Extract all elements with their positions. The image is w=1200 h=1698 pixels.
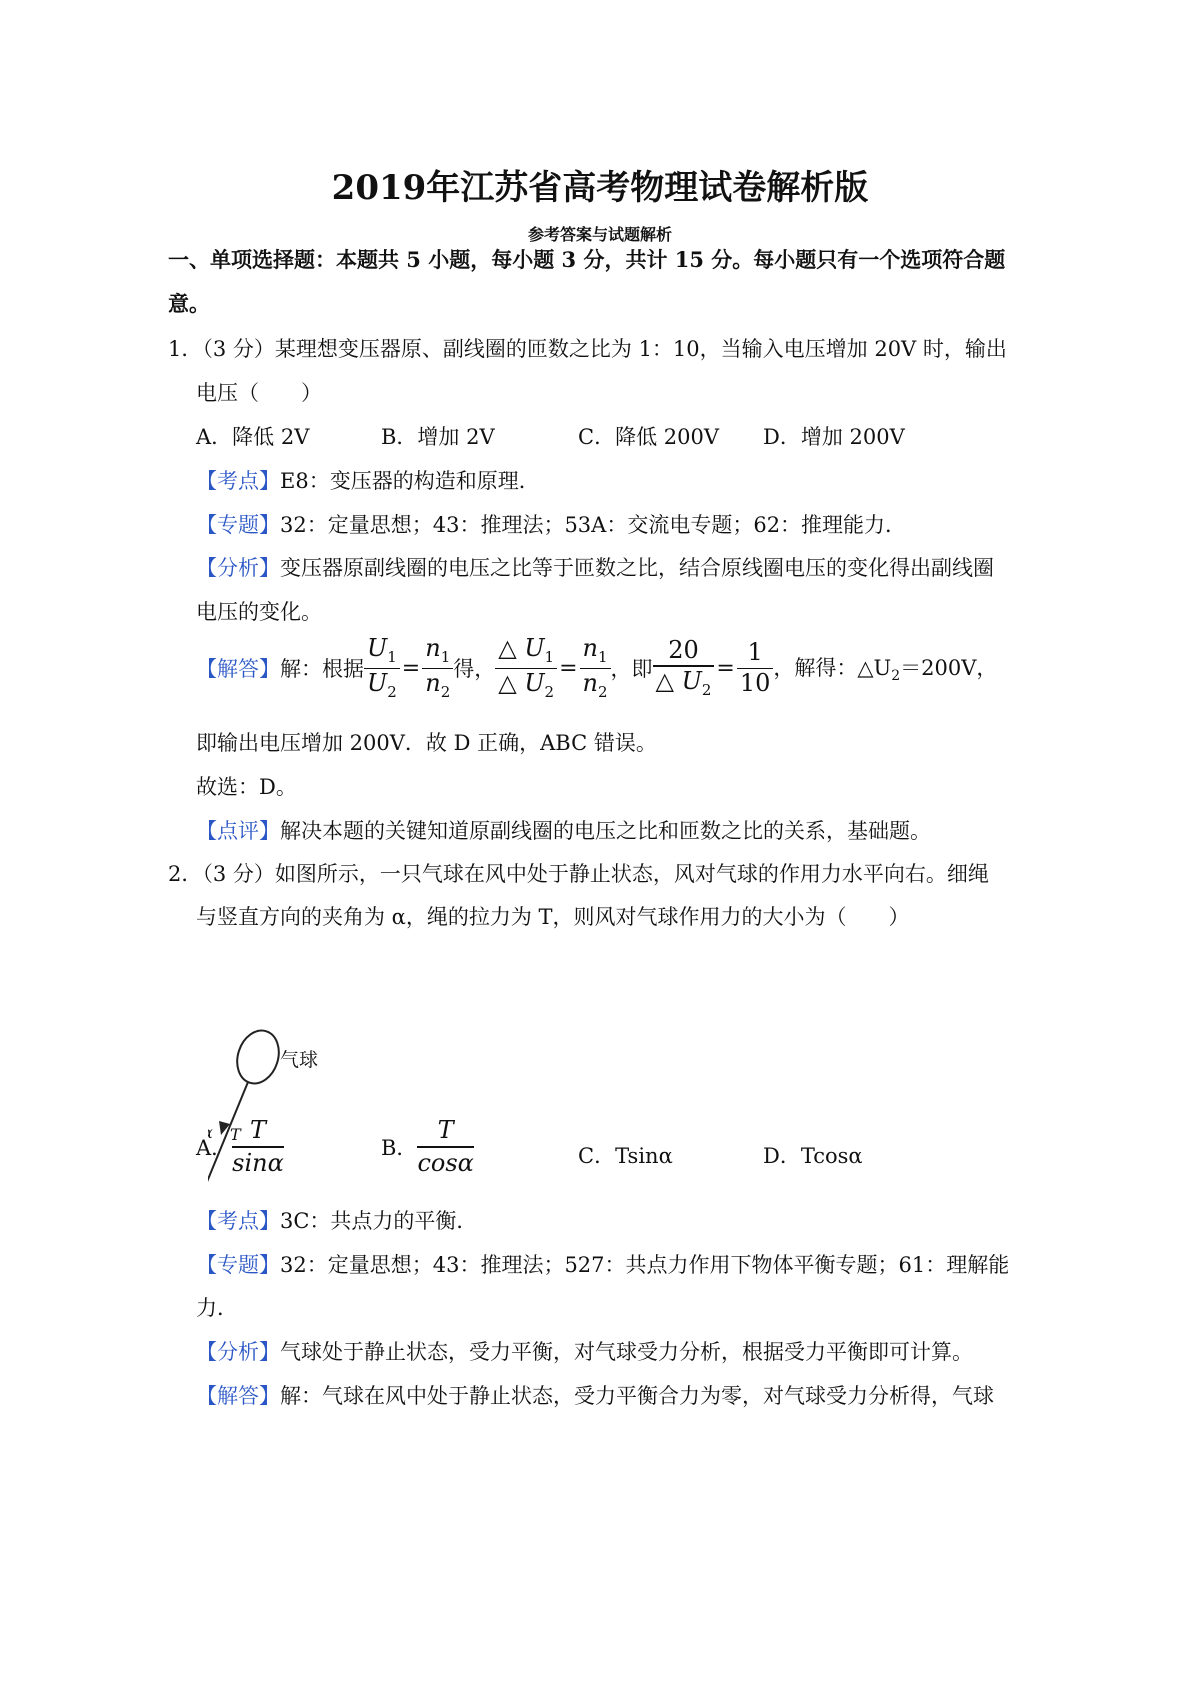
q2-zhuanti: [196, 1249, 1009, 1279]
section-heading: 一、单项选择题：本题共 5 小题，每小题 3 分，共计 15 分。每小题只有一个选项符合题: [168, 247, 1006, 272]
q2-option-b: [381, 1118, 474, 1176]
option-a-fraction: T sinα: [232, 1116, 284, 1177]
q1-stem-cont: 电压（ ）: [196, 381, 322, 405]
fenxi-tag: 【分析】: [196, 556, 280, 580]
equals-sign: =: [559, 655, 578, 681]
fenxi-text: 气球处于静止状态，受力平衡，对气球受力分析，根据受力平衡即可计算。: [280, 1340, 973, 1364]
jieda-prefix: 解：根据: [280, 657, 364, 682]
q1-option-d: D．增加 200V: [763, 425, 905, 449]
page-subtitle: 参考答案与试题解析: [527, 225, 672, 244]
q2-kaodian: [196, 1205, 477, 1235]
kaodian-tag: 【考点】: [196, 469, 280, 493]
q1-zhuanti: [196, 509, 906, 539]
q2-jieda: [196, 1380, 994, 1410]
jieda-text: 解：气球在风中处于静止状态，受力平衡合力为零，对气球受力分析得，气球: [280, 1384, 994, 1408]
q1-fenxi-cont: 电压的变化。: [196, 600, 322, 624]
jieda-de: 得，: [453, 657, 496, 682]
q2-stem-cont: 与竖直方向的夹角为 α，绳的拉力为 T，则风对气球作用力的大小为（ ）: [196, 905, 910, 929]
kaodian-text: E8：变压器的构造和原理．: [280, 469, 540, 493]
zhuanti-text: 32：定量思想；43：推理法；527：共点力作用下物体平衡专题；61：理解能: [280, 1253, 1010, 1277]
equals-sign: =: [401, 655, 421, 681]
q1-stem: 1．（3 分）某理想变压器原、副线圈的匝数之比为 1：10，当输入电压增加 20V 时，输出: [168, 337, 1007, 361]
zhuanti-text: 32：定量思想；43：推理法；53A：交流电专题；62：推理能力．: [280, 513, 907, 537]
q1-option-c: C．降低 200V: [578, 425, 719, 449]
q1-dianping: [196, 815, 931, 845]
q2-option-c: C．Tsinα: [578, 1144, 673, 1168]
jieda-result: ，解得：$\triangle U_2=200V$，: [773, 656, 998, 685]
q2-zhuanti-cont: 力．: [196, 1296, 238, 1320]
fraction-1-10: $\frac{1}{10}$: [737, 640, 774, 696]
fenxi-text: 变压器原副线圈的电压之比等于匝数之比，结合原线圈电压的变化得出副线圈: [280, 556, 994, 580]
q2-option-a: [196, 1118, 284, 1176]
balloon-shape: [231, 1025, 286, 1089]
q1-kaodian: [196, 465, 540, 495]
tension-label: T: [230, 1125, 241, 1144]
option-b-fraction: T cosα: [417, 1116, 474, 1177]
balloon-label: 气球: [280, 1050, 319, 1071]
q1-jieda: [196, 636, 997, 701]
page-title: 2019年江苏省高考物理试卷解析版: [331, 168, 869, 208]
q1-option-b: B．增加 2V: [381, 425, 495, 449]
dianping-text: 解决本题的关键知道原副线圈的电压之比和匝数之比的关系，基础题。: [280, 819, 931, 843]
q1-jieda-cont: 即输出电压增加 200V．故 D 正确，ABC 错误。: [196, 731, 657, 755]
option-a-label: A．: [196, 1135, 233, 1160]
jieda-tag: 【解答】: [196, 657, 280, 682]
q1-fenxi: [196, 552, 994, 582]
q2-option-d: D．Tcosα: [763, 1144, 863, 1168]
fraction-u1-u2: $\frac{U_1}{U_2}$: [364, 636, 400, 701]
q1-answer: 故选：D。: [196, 775, 297, 799]
balloon-diagram: [208, 1018, 378, 1208]
option-b-label: B．: [381, 1135, 418, 1160]
fraction-du1-du2: $\frac{\triangle U_1}{\triangle U_2}$: [495, 636, 557, 701]
fenxi-tag: 【分析】: [196, 1340, 280, 1364]
q2-stem: 2．（3 分）如图所示，一只气球在风中处于静止状态，风对气球的作用力水平向右。细绳: [168, 862, 989, 886]
section-heading-cont: 意。: [168, 291, 210, 316]
q1-option-a: A．降低 2V: [196, 425, 310, 449]
fraction-20-du2: $\frac{20}{\triangle U_2}$: [653, 638, 715, 698]
dianping-tag: 【点评】: [196, 819, 280, 843]
balloon-figure: [208, 1018, 378, 1208]
fraction-n1-n2-b: $\frac{n_1}{n_2}$: [580, 636, 611, 701]
kaodian-text: 3C：共点力的平衡．: [280, 1209, 478, 1233]
jieda-tag: 【解答】: [196, 1384, 280, 1408]
fraction-n1-n2: $\frac{n_1}{n_2}$: [422, 636, 453, 701]
jieda-ji: ，即: [610, 657, 653, 682]
zhuanti-tag: 【专题】: [196, 513, 280, 537]
q2-fenxi: [196, 1336, 973, 1366]
kaodian-tag: 【考点】: [196, 1209, 280, 1233]
zhuanti-tag: 【专题】: [196, 1253, 280, 1277]
equals-sign: =: [716, 655, 735, 681]
